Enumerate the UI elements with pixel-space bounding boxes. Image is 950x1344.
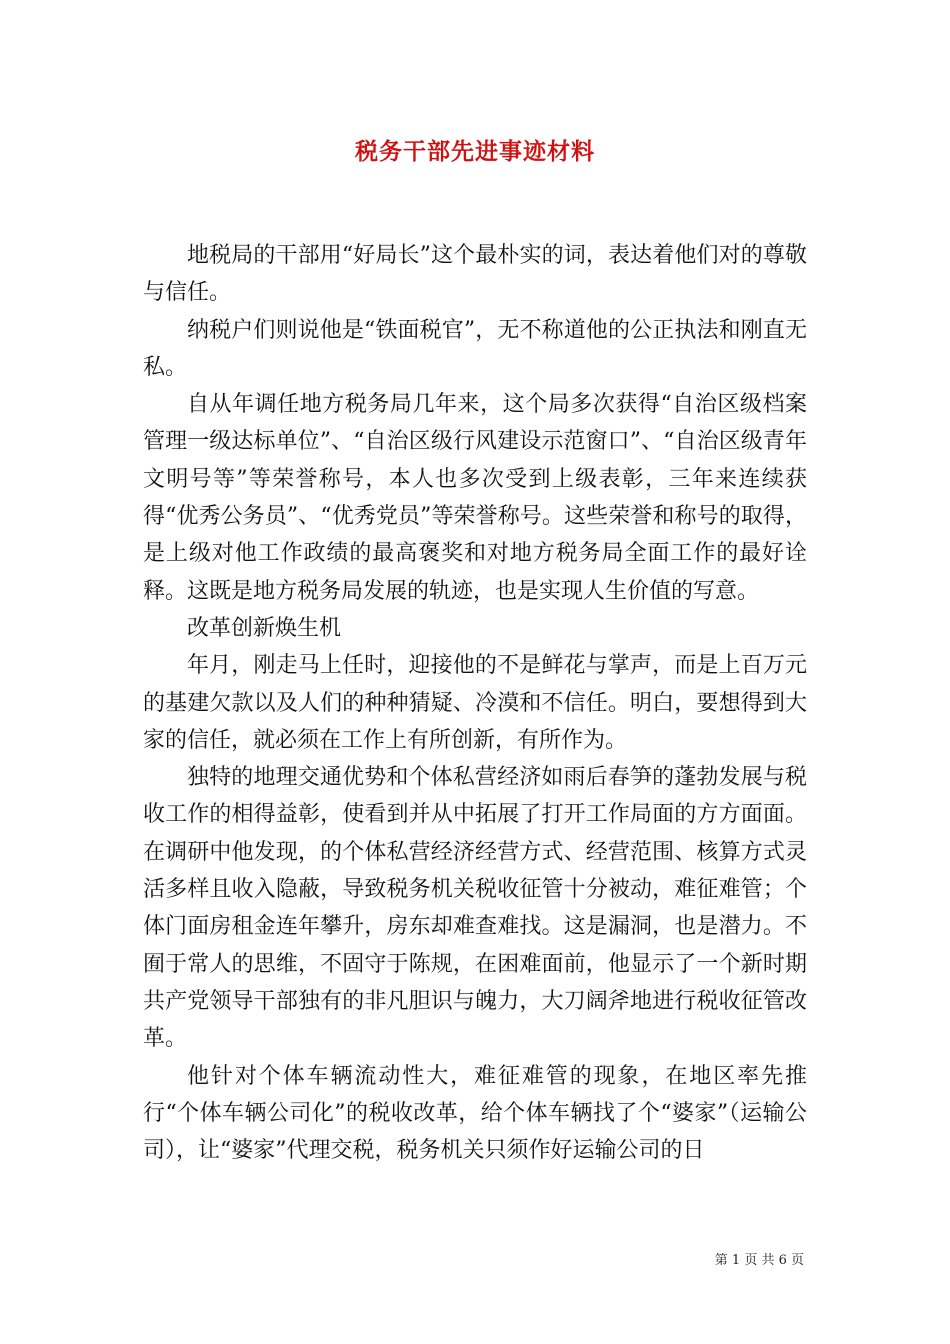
- section-heading: 改革创新焕生机: [187, 615, 342, 641]
- paragraph: 纳税户们则说他是“铁面税官”，无不称道他的公正执法和刚直无私。: [143, 317, 807, 380]
- paragraph: 自从年调任地方税务局几年来，这个局多次获得“自治区级档案管理一级达标单位”、“自治区级行风建设示范窗口”、“自治区级青年文明号等”等荣誉称号，本人也多次受到上级表彰，三年来连续获得“优秀公务员”、“优秀党员”等荣誉称号。这些荣誉和称号的取得，是上级对他工作政绩的最高褒奖和对地方税务局全面工作的最好诠释。这既是地方税务局发展的轨迹，也是实现人生价值的写意。: [143, 392, 807, 604]
- document-title: 税务干部先进事迹材料: [355, 138, 595, 165]
- page-number-footer: 第 1 页 共 6 页: [714, 1253, 804, 1268]
- paragraph: 年月，刚走马上任时，迎接他的不是鲜花与掌声，而是上百万元的基建欠款以及人们的种种猜疑、冷漠和不信任。明白，要想得到大家的信任，就必须在工作上有所创新，有所作为。: [143, 653, 807, 753]
- document-body: [143, 237, 807, 1169]
- paragraph: 独特的地理交通优势和个体私营经济如雨后春笋的蓬勃发展与税收工作的相得益彰，使看到并从中拓展了打开工作局面的方方面面。在调研中他发现，的个体私营经济经营方式、经营范围、核算方式灵活多样且收入隐蔽，导致税务机关税收征管十分被动，难征难管；个体门面房租金连年攀升，房东却难查难找。这是漏洞，也是潜力。不囿于常人的思维，不固守于陈规，在困难面前，他显示了一个新时期共产党领导干部独有的非凡胆识与魄力，大刀阔斧地进行税收征管改革。: [143, 765, 807, 1052]
- paragraph: 他针对个体车辆流动性大，难征难管的现象，在地区率先推行“个体车辆公司化”的税收改革，给个体车辆找了个“婆家”（运输公司），让“婆家”代理交税，税务机关只须作好运输公司的日: [143, 1063, 807, 1164]
- paragraph: 地税局的干部用“好局长”这个最朴实的词，表达着他们对的尊敬与信任。: [143, 243, 807, 306]
